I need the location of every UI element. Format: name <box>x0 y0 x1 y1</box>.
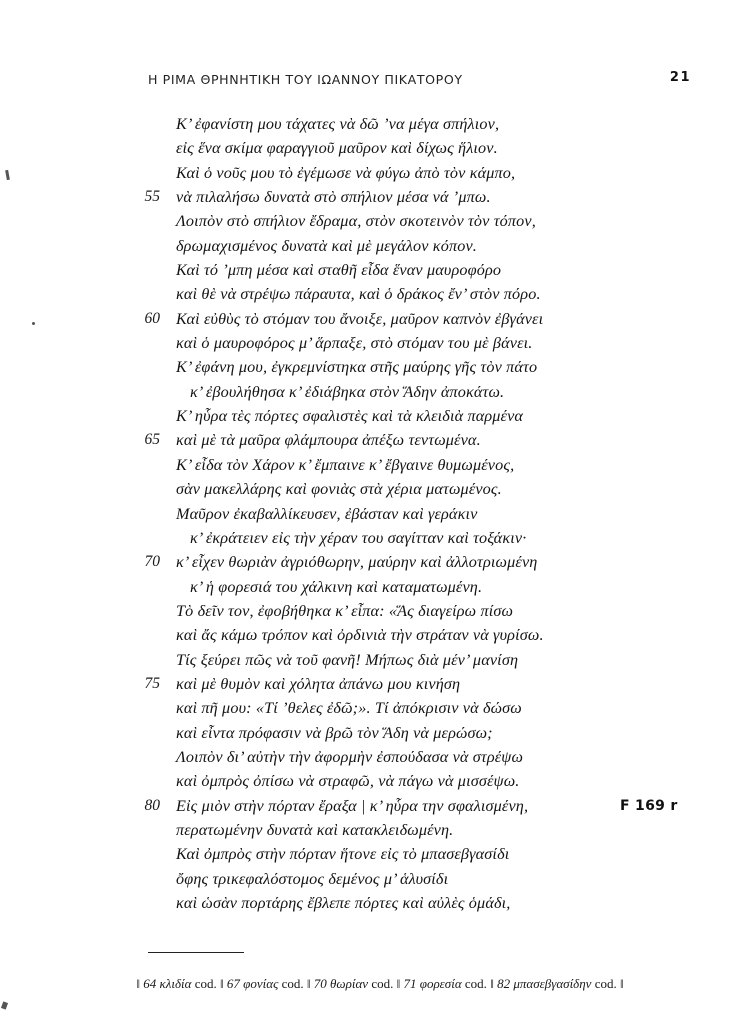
verse-line <box>120 404 680 428</box>
verse-line <box>120 136 680 160</box>
verse-line-text: καὶ ἄς κάμω τρόπον καὶ ὀρδινιὰ τὴν στράταν νὰ γυρίσω. <box>176 626 544 645</box>
verse-line <box>120 428 680 452</box>
verse-line <box>120 477 680 501</box>
verse-line <box>120 331 680 355</box>
verse-line-text: Κ’ ἐφάνη μου, ἐγκρεμνίστηκα στῆς μαύρης γῆς τὸν πάτο <box>176 358 538 377</box>
verse-line <box>120 209 680 233</box>
apparatus-source: cod. <box>368 976 397 991</box>
verse-line-text: νὰ πιλαλήσω δυνατὰ στὸ σπήλιον μέσα νά ’μπω. <box>176 188 491 207</box>
verse-line-text: Κ’ ἐφανίστη μου τάχατες νὰ δῶ ’να μέγα σπήλιον, <box>176 115 500 133</box>
verse-line-text: κ’ ἡ φορεσιά του χάλκινη καὶ καταματωμένη. <box>190 577 483 596</box>
verse-line-text: καὶ πῆ μου: «Τί ’θελες ἐδῶ;». Τί ἀπόκρισιν νὰ δώσω <box>176 699 522 718</box>
apparatus-source: cod. <box>191 976 221 991</box>
verse-block <box>120 112 680 915</box>
verse-line-text: κ’ ἐβουλήθησα κ’ ἐδιάβηκα στὸν Ἅδην ἀποκάτω. <box>190 382 505 401</box>
verse-line-number: 80 <box>144 796 160 814</box>
verse-line-number: 75 <box>144 674 160 692</box>
verse-line <box>120 794 680 818</box>
apparatus-source: cod. ‖ <box>591 976 624 991</box>
verse-line-text: καὶ ὀμπρὸς ὀπίσω νὰ στραφῶ, νὰ πάγω νὰ μισσέψω. <box>176 772 520 791</box>
apparatus-separator: ‖ <box>396 976 404 991</box>
apparatus-lemma: 82 μπασεβγασίδην <box>497 976 592 991</box>
verse-line-number: 60 <box>144 309 160 327</box>
critical-apparatus <box>120 976 640 992</box>
verse-line <box>120 307 680 331</box>
verse-line-text: κ’ εἶχεν θωριὰν ἀγριόθωρην, μαύρην καὶ ἀλλοτριωμένη <box>176 553 538 572</box>
verse-line-text: εἰς ἕνα σκίμα φαραγγιοῦ μαῦρον καὶ δίχως ἥλιον. <box>176 139 498 158</box>
verse-line <box>120 599 680 623</box>
verse-line <box>120 453 680 477</box>
verse-line-text: καὶ θὲ νὰ στρέψω πάραυτα, καὶ ὁ δράκος ἔν’ στὸν πόρο. <box>176 285 541 304</box>
verse-line <box>120 185 680 209</box>
verse-line-text: Τίς ξεύρει πῶς νὰ τοῦ φανῆ! Μήπως διὰ μέν’ μανίση <box>176 650 519 669</box>
verse-line <box>120 526 680 550</box>
verse-line-text: Τὸ δεῖν τον, ἐφοβήθηκα κ’ εἶπα: «Ἅς διαγείρω πίσω <box>176 601 514 620</box>
verse-line-text: καὶ μὲ τὰ μαῦρα φλάμπουρα ἀπέξω τεντωμένα. <box>176 431 481 450</box>
apparatus-source: cod. <box>278 976 307 991</box>
verse-line-text: δρωμαχισμένος δυνατὰ καὶ μὲ μεγάλον κόπον. <box>176 236 477 255</box>
verse-line <box>120 112 680 136</box>
verse-line <box>120 234 680 258</box>
verse-line <box>120 380 680 404</box>
verse-line-text: Μαῦρον ἐκαβαλλίκευσεν, ἐβάσταν καὶ γεράκιν <box>176 504 478 523</box>
verse-line-text: καὶ ὁ μαυροφόρος μ’ ἅρπαξε, στὸ στόμαν του μὲ βάνει. <box>176 334 533 353</box>
verse-line <box>120 867 680 891</box>
verse-line <box>120 842 680 866</box>
verse-line <box>120 550 680 574</box>
verse-line <box>120 745 680 769</box>
verse-line-text: Κ’ ηὗρα τὲς πόρτες σφαλιστὲς καὶ τὰ κλειδιὰ παρμένα <box>176 407 524 426</box>
verse-line <box>120 696 680 720</box>
verse-line-text: Καὶ ὁ νοῦς μου τὸ ἐγέμωσε νὰ φύγω ἀπὸ τὸν κάμπο, <box>176 163 516 182</box>
verse-line <box>120 623 680 647</box>
verse-line <box>120 818 680 842</box>
verse-line-text: καὶ εἶντα πρόφασιν νὰ βρῶ τὸν Ἅδη νὰ μερώσω; <box>176 723 493 742</box>
verse-line-text: καὶ ὡσὰν πορτάρης ἔβλεπε πόρτες καὶ αὐλὲς ὁμάδι, <box>176 894 511 912</box>
verse-line-number: 65 <box>144 431 160 449</box>
apparatus-lemma: 67 φονίας <box>226 976 279 991</box>
verse-line <box>120 282 680 306</box>
verse-line-text: Κ’ εἶδα τὸν Χάρον κ’ ἔμπαινε κ’ ἔβγαινε θυμωμένος, <box>176 455 515 474</box>
verse-line <box>120 648 680 672</box>
margin-speck <box>32 322 35 325</box>
margin-speck <box>5 170 10 180</box>
verse-line-number: 70 <box>144 553 160 571</box>
verse-line-text: καὶ μὲ θυμὸν καὶ χόλητα ἀπάνω μου κινήση <box>176 674 461 693</box>
verse-line-text: Εἰς μιὸν στὴν πόρταν ἔραξα | κ’ ηὗρα την σφαλισμένη, <box>176 796 529 815</box>
running-head: Η ΡΙΜΑ ΘΡΗΝΗΤΙΚΗ ΤΟΥ ΙΩΑΝΝΟΥ ΠΙΚΑΤΟΡΟΥ <box>148 72 463 87</box>
verse-line <box>120 355 680 379</box>
verse-line-number: 55 <box>144 188 160 206</box>
apparatus-separator: ‖ <box>220 976 227 991</box>
apparatus-separator: ‖ <box>136 976 144 991</box>
verse-line-text: Λοιπὸν δι’ αὐτὴν τὴν ἀφορμὴν ἐσπούδασα νὰ στρέψω <box>176 747 524 766</box>
footnote-rule <box>148 952 244 953</box>
verse-line-text: σὰν μακελλάρης καὶ φονιὰς στὰ χέρια ματωμένος. <box>176 480 502 499</box>
verse-line <box>120 502 680 526</box>
apparatus-lemma: 70 θωρίαν <box>313 976 369 991</box>
apparatus-lemma: 64 κλιδία <box>143 976 192 991</box>
verse-line-text: Καὶ τό ’μπη μέσα καὶ σταθῆ εἶδα ἕναν μαυροφόρο <box>176 261 502 280</box>
verse-line <box>120 161 680 185</box>
folio-marginal-note: F 169 r <box>620 797 678 814</box>
verse-line <box>120 258 680 282</box>
apparatus-separator: ‖ <box>306 976 314 991</box>
verse-line <box>120 721 680 745</box>
verse-line <box>120 672 680 696</box>
page-number: 21 <box>669 70 691 85</box>
apparatus-lemma: 71 φορεσία <box>403 976 462 991</box>
verse-line-text: κ’ ἐκράτειεν εἰς τὴν χέραν του σαγίτταν καὶ τοξάκιν· <box>190 528 527 547</box>
verse-line <box>120 769 680 793</box>
verse-line-text: Καὶ εὐθὺς τὸ στόμαν του ἄνοιξε, μαῦρον καπνὸν ἐβγάνει <box>176 309 544 328</box>
margin-speck <box>1 1001 8 1009</box>
verse-line-text: Καὶ ὀμπρὸς στὴν πόρταν ἥτονε εἰς τὸ μπασεβγασίδι <box>176 845 510 864</box>
apparatus-separator: ‖ <box>490 976 498 991</box>
verse-line-text: περατωμένην δυνατὰ καὶ κατακλειδωμένη. <box>176 820 454 839</box>
verse-line <box>120 575 680 599</box>
verse-line-text: Λοιπὸν στὸ σπήλιον ἔδραμα, στὸν σκοτεινὸν τὸν τόπον, <box>176 212 536 231</box>
verse-line <box>120 891 680 915</box>
verse-line-text: ὄφης τρικεφαλόστομος δεμένος μ’ ἁλυσίδι <box>176 869 449 888</box>
apparatus-source: cod. <box>461 976 491 991</box>
